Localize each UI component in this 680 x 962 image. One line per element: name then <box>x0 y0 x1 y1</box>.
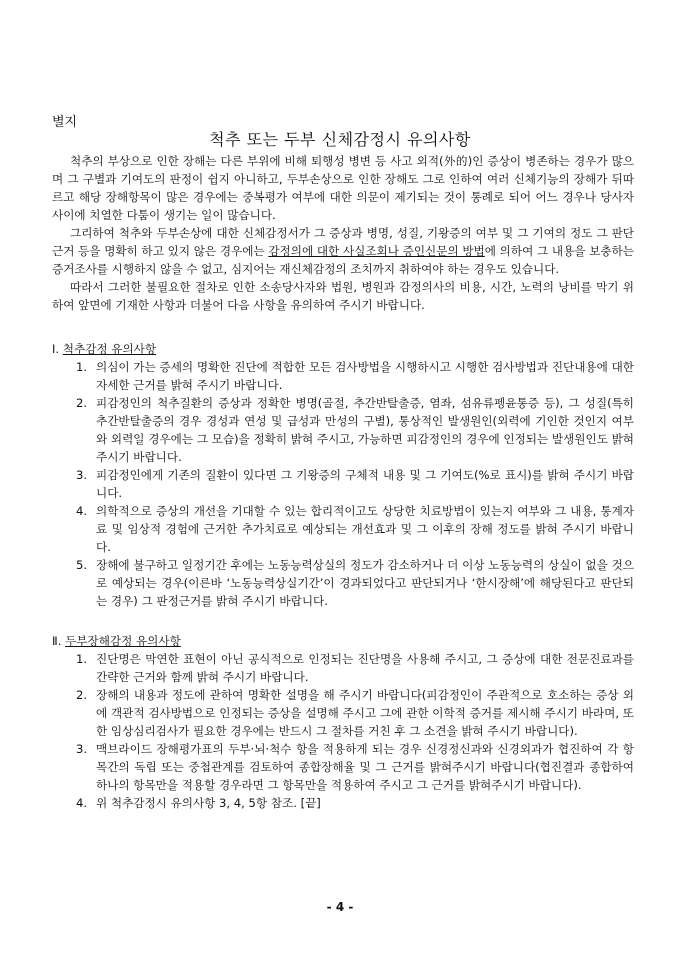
underlined-phrase: 감정의에 대한 사실조회나 증인신문의 방법 <box>268 244 485 258</box>
list-item <box>76 466 634 502</box>
section-heading <box>52 340 634 358</box>
item-number: 2. <box>76 688 88 702</box>
attachment-tag: 별지 <box>52 115 78 130</box>
page-number: - 4 - <box>326 900 354 914</box>
item-text: 의학적으로 증상의 개선을 기대할 수 있는 합리적이고도 상당한 치료방법이 있는지 여부와 그 내용, 통계자료 및 임상적 경험에 근거한 추가치료로 예상되는 개선효과 및 그 이후의 장해 정도를 밝혀 주시기 바랍니다. <box>96 504 634 554</box>
list-item <box>76 556 634 610</box>
list-item <box>76 740 634 794</box>
section-numeral: Ⅱ. <box>52 634 62 648</box>
item-number: 5. <box>76 558 88 572</box>
intro-paragraph-2-end: 에 의하여 그 내용을 보충하는 증거조사를 시행하지 않을 수 없고, 심지어는 재신체감정의 조치까지 취하여야 하는 경우도 있습니다. <box>52 244 634 276</box>
section-heading <box>52 632 634 650</box>
item-number: 4. <box>76 796 88 810</box>
list-item <box>76 650 634 686</box>
item-number: 2. <box>76 396 88 410</box>
document-title: 척추 또는 두부 신체감정시 유의사항 <box>209 130 471 149</box>
item-text: 위 척추감정시 유의사항 3, 4, 5항 참조. [끝] <box>96 796 321 810</box>
list-item <box>76 686 634 740</box>
item-number: 3. <box>76 468 88 482</box>
item-text: 맥브라이드 장해평가표의 두부·뇌·척수 항을 적용하게 되는 경우 신경정신과와 신경외과가 협진하여 각 항목간의 독립 또는 중첩관계를 검토하여 종합장해율 및 그 근거를 밝혀주시기 바랍니다(협진결과 종합하여 하나의 항목만을 적용할 경우라면 그 항목만을 적용하여 주시고 그 근거를 밝혀주시기 바랍니다). <box>96 742 634 792</box>
section-heading-text: 척추감정 유의사항 <box>62 342 157 356</box>
section-head-injury <box>52 632 634 812</box>
intro-paragraph-1: 척추의 부상으로 인한 장해는 다른 부위에 비해 퇴행성 병변 등 사고 외적(外的)인 증상이 병존하는 경우가 많으며 그 구별과 기여도의 판정이 쉽지 아니하고, 두부손상으로 인한 장해도 그로 인하여 여러 신체기능의 장해가 뒤따르고 해당 장해항목이 많은 경우에는 중복평가 여부에 대한 의문이 제기되는 것이 통례로 되어 어느 경우나 당사자 사이에 치열한 다툼이 생기는 일이 많습니다. <box>52 154 634 222</box>
list-item <box>76 358 634 394</box>
section-spine <box>52 340 634 610</box>
section-heading-text: 두부장해감정 유의사항 <box>65 634 181 648</box>
item-text: 피감정인에게 기존의 질환이 있다면 그 기왕증의 구체적 내용 및 그 기여도(%로 표시)를 밝혀 주시기 바랍니다. <box>96 468 634 500</box>
head-items-list <box>52 650 634 812</box>
item-text: 장해의 내용과 정도에 관하여 명확한 설명을 해 주시기 바랍니다(피감정인이 주관적으로 호소하는 증상 외에 객관적 검사방법으로 인정되는 증상을 설명해 주시고 그에 관한 이학적 증거를 제시해 주시기 바라며, 또한 임상심리검사가 필요한 경우에는 반드시 그 절차를 거친 후 그 소견을 밝혀 주시기 바랍니다). <box>96 688 634 738</box>
spine-items-list <box>52 358 634 610</box>
section-numeral: Ⅰ. <box>52 342 60 356</box>
item-text: 장해에 불구하고 일정기간 후에는 노동능력상실의 정도가 감소하거나 더 이상 노동능력의 상실이 없을 것으로 예상되는 경우(이른바 ‘노동능력상실기간’이 경과되었다고 판단되거나 ‘한시장해’에 해당된다고 판단되는 경우) 그 판정근거를 밝혀 주시기 바랍니다. <box>96 558 634 608</box>
document-body <box>52 152 634 812</box>
intro-paragraph-2 <box>52 224 634 278</box>
intro-paragraph-3: 따라서 그러한 불필요한 절차로 인한 소송당사자와 법원, 병원과 감정의사의 비용, 시간, 노력의 낭비를 막기 위하여 앞면에 기재한 사항과 더불어 다음 사항을 유의하여 주시기 바랍니다. <box>52 280 634 312</box>
item-number: 1. <box>76 360 88 374</box>
item-text: 피감정인의 척추질환의 증상과 정확한 병명(골절, 추간반탈출증, 염좌, 섬유류펭윤통증 등), 그 성질(특히 추간반탈출증의 경우 경성과 연성 및 급성과 만성의 구별), 통상적인 발생원인(외력에 기인한 것인지 여부와 외력일 경우에는 그 모습)을 정확히 밝혀 주시고, 가능하면 피감정인의 경우에 인정되는 발생원인도 밝혀 주시기 바랍니다. <box>96 396 634 464</box>
item-text: 진단명은 막연한 표현이 아닌 공식적으로 인정되는 진단명을 사용해 주시고, 그 증상에 대한 전문진료과를 간략한 근거와 함께 밝혀 주시기 바랍니다. <box>96 652 634 684</box>
item-number: 1. <box>76 652 88 666</box>
item-text: 의심이 가는 증세의 명확한 진단에 적합한 모든 검사방법을 시행하시고 시행한 검사방법과 진단내용에 대한 자세한 근거를 밝혀 주시기 바랍니다. <box>96 360 634 392</box>
list-item <box>76 394 634 466</box>
intro-paragraph-2-start: 그리하여 척추와 두부손상에 대한 신체감정서가 그 증상과 병명, 성질, 기왕증의 여부 및 그 기여의 정도 그 판단근거 등을 명확히 하고 있지 않은 경우에는 <box>52 226 634 258</box>
list-item <box>76 502 634 556</box>
list-item <box>76 794 634 812</box>
item-number: 4. <box>76 504 88 518</box>
item-number: 3. <box>76 742 88 756</box>
